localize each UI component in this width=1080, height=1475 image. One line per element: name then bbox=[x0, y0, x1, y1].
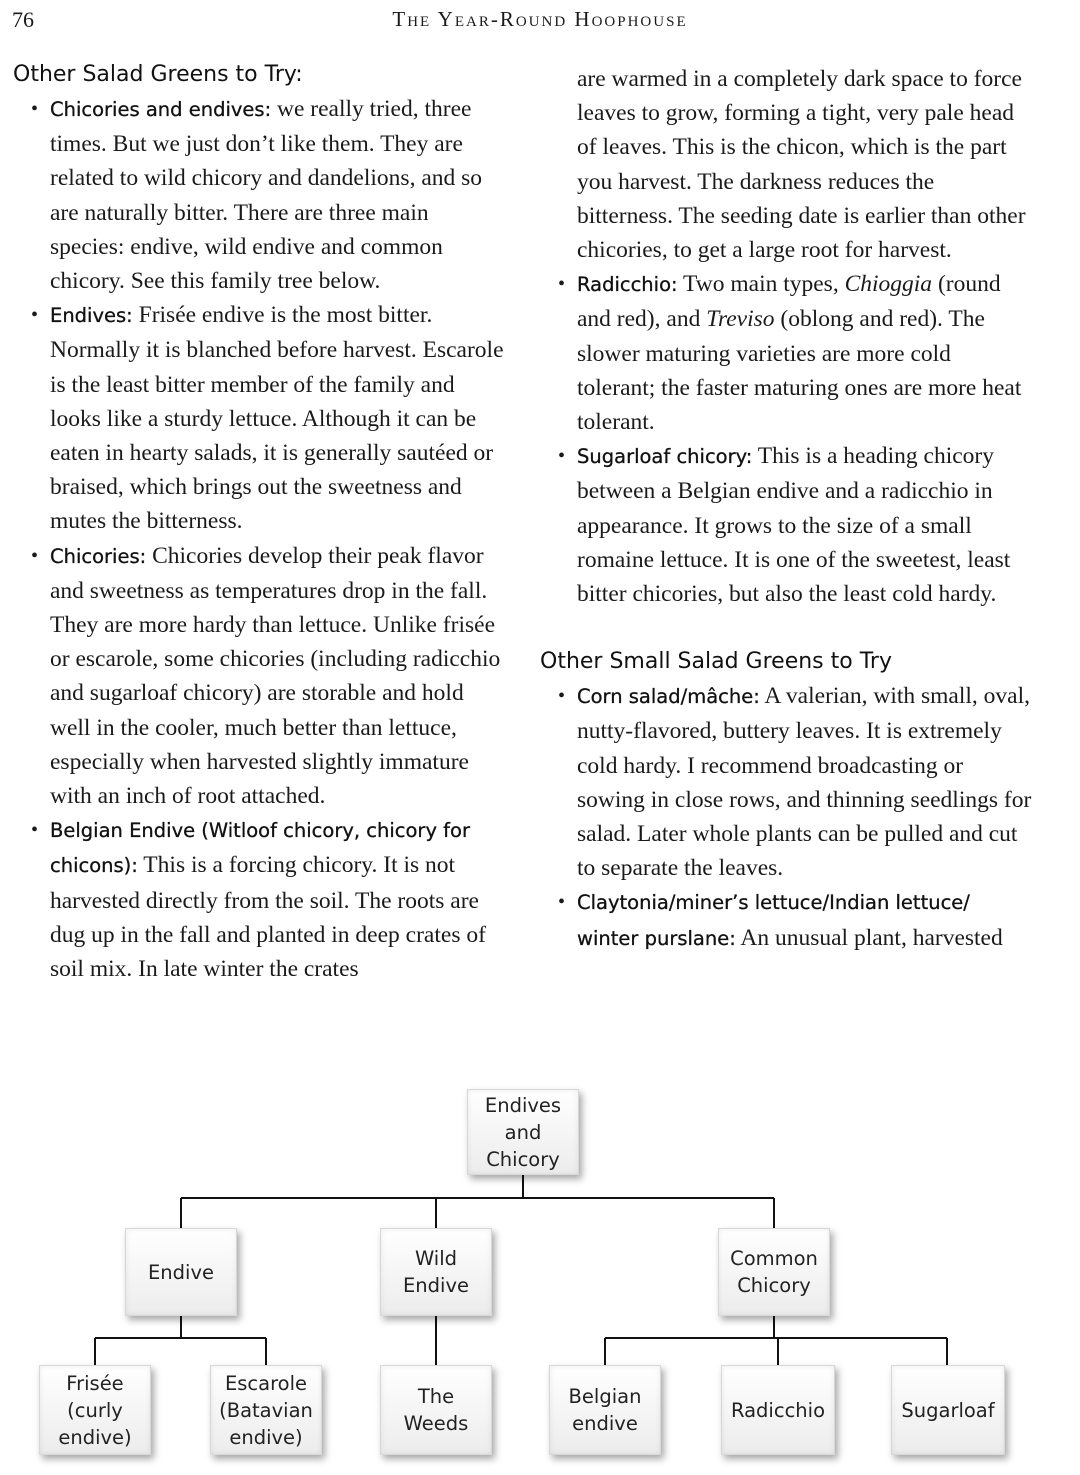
item-text: An unusual plant, harvested bbox=[735, 924, 1003, 951]
page-number: 76 bbox=[12, 7, 34, 32]
list-item bbox=[540, 439, 1035, 611]
list-item bbox=[13, 813, 508, 986]
list-item bbox=[13, 298, 508, 538]
tree-node-the-weeds: The Weeds bbox=[380, 1365, 492, 1455]
item-term: Claytonia/miner’s lettuce/Indian lettuce/ winter purslane: bbox=[577, 891, 970, 950]
item-text: Two main types, bbox=[677, 271, 845, 298]
bullet-list bbox=[540, 267, 1035, 611]
section-heading: Other Small Salad Greens to Try bbox=[540, 649, 892, 675]
item-italic: Treviso bbox=[706, 306, 775, 333]
right-column bbox=[540, 62, 1035, 956]
tree-node-common-chicory: Common Chicory bbox=[718, 1228, 830, 1316]
item-text: A valerian, with small, oval, nutty-flavored, buttery leaves. It is extremely cold hardy. I recommend broadcasting or sowing in close rows, and thinning seedlings for salad. Later whole plants can be pulled and cut to separate the leaves. bbox=[577, 683, 1032, 882]
item-term: Endives: bbox=[50, 304, 133, 328]
section-heading: Other Salad Greens to Try: bbox=[13, 62, 303, 87]
tree-node-root: Endives and Chicory bbox=[467, 1089, 579, 1175]
item-text: This is a forcing chicory. It is not harvested directly from the soil. The roots are dug up in the fall and planted in deep crates of soil mix. In late winter the crates bbox=[50, 852, 486, 983]
item-italic: Chioggia bbox=[844, 271, 933, 298]
item-term: Chicories: bbox=[50, 544, 147, 568]
item-text: (oblong and red). The slower maturing varieties are more cold tolerant; the faster maturing ones are more heat tolerant. bbox=[577, 306, 1022, 436]
tree-node-wild-endive: Wild Endive bbox=[380, 1228, 492, 1316]
running-head: The Year-Round Hoophouse bbox=[392, 7, 688, 31]
item-text: Frisée endive is the most bitter. Normally it is blanched before harvest. Escarole is the least bitter member of the family and looks like a sturdy lettuce. Although it can be eaten in hearty salads, it is generally sautéed or braised, which brings out the sweetness and mutes the bitterness. bbox=[50, 302, 504, 535]
list-item bbox=[13, 539, 508, 814]
tree-node-frisee: Frisée (curly endive) bbox=[39, 1365, 151, 1455]
list-item bbox=[540, 885, 1035, 955]
list-item bbox=[540, 267, 1035, 439]
left-column bbox=[13, 58, 508, 986]
item-text: (round and red), and bbox=[577, 271, 1001, 333]
item-term: Sugarloaf chicory: bbox=[577, 445, 753, 469]
tree-node-belgian-endive: Belgian endive bbox=[549, 1365, 661, 1455]
item-text: This is a heading chicory between a Belgian endive and a radicchio in appearance. It grows to the size of a small romaine lettuce. It is one of the sweetest, least bitter chicories, but also the least cold hardy. bbox=[577, 443, 1011, 608]
tree-node-sugarloaf: Sugarloaf bbox=[891, 1365, 1005, 1455]
bullet-list bbox=[13, 92, 508, 986]
list-item bbox=[540, 679, 1035, 885]
item-term: Corn salad/mâche: bbox=[577, 685, 760, 709]
item-text: we really tried, three times. But we just don’t like them. They are related to wild chicory and dandelions, and so are naturally bitter. There are three main species: endive, wild endive and common chicory. See this family tree below. bbox=[50, 96, 483, 295]
tree-node-endive: Endive bbox=[125, 1228, 237, 1316]
continued-paragraph: are warmed in a completely dark space to force leaves to grow, forming a tight, very pale head of leaves. This is the chicon, which is the part you harvest. The darkness reduces the bitterness. The seeding date is earlier than other chicories, to get a large root for harvest. bbox=[577, 66, 1026, 264]
item-term: Belgian Endive (Witloof chicory, chicory for chicons): bbox=[50, 819, 470, 878]
item-term: Chicories and endives: bbox=[50, 98, 272, 121]
item-text: Chicories develop their peak flavor and sweetness as temperatures drop in the fall. They are more hardy than lettuce. Unlike frisée or escarole, some chicories (including radicchio and sugarloaf chicory) are storable and hold well in the cooler, much better than lettuce, especially when harvested slightly immature with an inch of root attached. bbox=[50, 542, 501, 810]
list-item bbox=[13, 92, 508, 298]
bullet-list bbox=[540, 679, 1035, 956]
tree-node-escarole: Escarole (Batavian endive) bbox=[210, 1365, 322, 1455]
tree-node-radicchio: Radicchio bbox=[721, 1365, 835, 1455]
item-term: Radicchio: bbox=[577, 273, 678, 297]
